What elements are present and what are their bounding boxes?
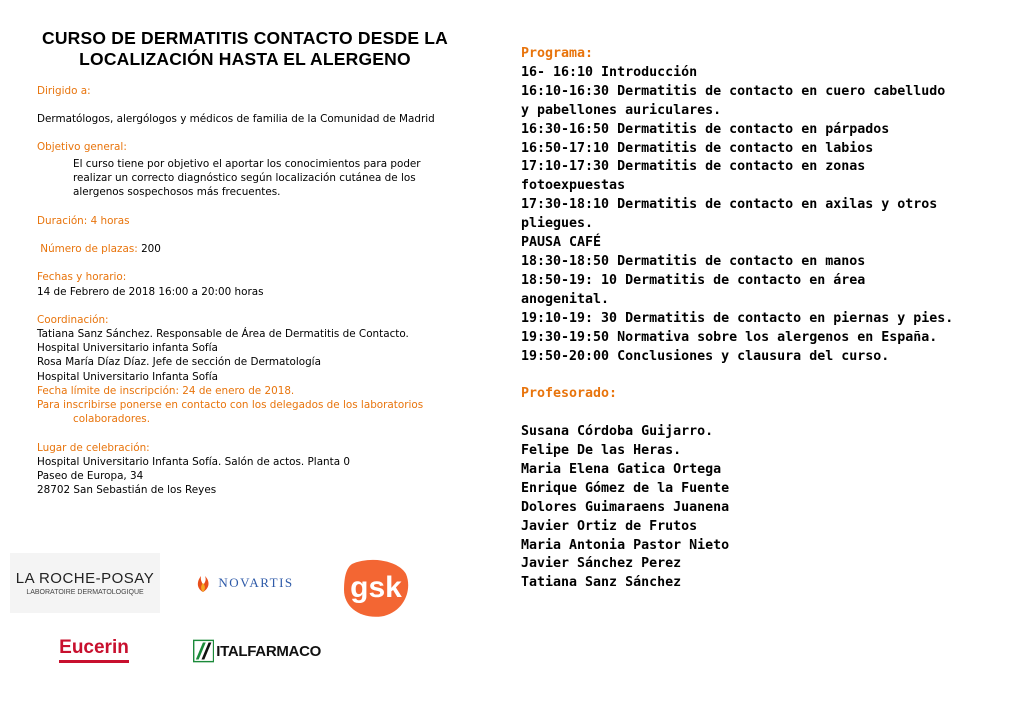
eucerin-underline (59, 660, 129, 663)
programa-line: 16:50-17:10 Dermatitis de contacto en labios (521, 140, 874, 156)
coordinacion-line: Tatiana Sanz Sánchez. Responsable de Área de Dermatitis de Contacto. (37, 328, 409, 340)
lugar-line: Paseo de Europa, 34 (37, 470, 144, 483)
coordinacion-line: Rosa María Díaz Díaz. Jefe de sección de Dermatología (37, 356, 321, 369)
programa-line: fotoexpuestas (521, 178, 626, 194)
lugar-line: Hospital Universitario Infanta Sofía. Salón de actos. Planta 0 (37, 456, 351, 468)
profesor-name: Susana Córdoba Guijarro. (521, 424, 714, 440)
programa-line: 16:10-16:30 Dermatitis de contacto en cuero cabelludo (521, 83, 946, 99)
profesorado-label: Profesorado: (521, 386, 618, 402)
programa-line: y pabellones auriculares. (521, 102, 722, 118)
profesor-name: Javier Ortiz de Frutos (521, 518, 698, 534)
laroche-main-text: LA ROCHE-POSAY (15, 570, 155, 587)
dirigido-text: Dermatólogos, alergólogos y médicos de familia de la Comunidad de Madrid (37, 113, 435, 125)
programa-line: 17:30-18:10 Dermatitis de contacto en axilas y otros (521, 197, 938, 213)
laroche-posay-logo (10, 553, 160, 613)
objetivo-line: realizar un correcto diagnóstico según localización cutánea de los (73, 172, 416, 185)
programa-line: 18:30-18:50 Dermatitis de contacto en manos (521, 253, 866, 269)
italfarmaco-logo (193, 633, 321, 669)
duracion: Duración: 4 horas (37, 215, 130, 227)
programa-line: 19:30-19:50 Normativa sobre los alergenos en España. (521, 329, 938, 345)
plazas (37, 242, 161, 256)
eucerin-logo (55, 632, 133, 668)
profesor-name: Maria Antonia Pastor Nieto (521, 537, 730, 553)
gsk-logo (340, 556, 412, 620)
objetivo-line: alergenos sospechosos más frecuentes. (73, 186, 281, 199)
programa-line: 16:30-16:50 Dermatitis de contacto en párpados (521, 121, 890, 137)
laroche-sub-text: LABORATOIRE DERMATOLOGIQUE (26, 589, 144, 596)
programa-line: pliegues. (521, 216, 594, 232)
spacer (521, 366, 1001, 385)
objetivo-text (37, 157, 421, 200)
course-title (0, 28, 490, 70)
spacer (521, 404, 1001, 423)
coordinacion-line: Hospital Universitario Infanta Sofía (37, 370, 219, 383)
lugar-label: Lugar de celebración: (37, 442, 150, 454)
profesor-name: Tatiana Sanz Sánchez (521, 575, 682, 591)
novartis-text: NOVARTIS (218, 575, 294, 590)
lugar-line: 28702 San Sebastián de los Reyes (37, 484, 217, 497)
title-line-2: LOCALIZACIÓN HASTA EL ALERGENO (79, 49, 411, 69)
gsk-text: gsk (350, 571, 402, 604)
programa-section (521, 45, 1001, 593)
italfarmaco-emblem-icon (193, 635, 214, 667)
plazas-value: 200 (137, 243, 161, 255)
programa-line: anogenital. (521, 291, 610, 307)
objetivo-line: El curso tiene por objetivo el aportar los conocimientos para poder (73, 158, 421, 170)
profesor-name: Dolores Guimaraens Juanena (521, 499, 730, 515)
programa-line: 18:50-19: 10 Dermatitis de contacto en área (521, 272, 866, 288)
profesor-name: Enrique Gómez de la Fuente (521, 480, 730, 496)
inscripcion-line-1: Para inscribirse ponerse en contacto con los delegados de los laboratorios (37, 399, 424, 412)
fecha-limite: Fecha límite de inscripción: 24 de enero de 2018. (37, 384, 295, 397)
italfarmaco-text: ITALFARMACO (216, 642, 321, 660)
programa-line: 19:50-20:00 Conclusiones y clausura del curso. (521, 348, 890, 364)
profesor-name: Maria Elena Gatica Ortega (521, 461, 722, 477)
programa-line: 16- 16:10 Introducción (521, 64, 698, 80)
title-line-1: CURSO DE DERMATITIS CONTACTO DESDE LA (41, 28, 449, 48)
fechas-label: Fechas y horario: (37, 271, 127, 283)
novartis-flame-icon (192, 572, 214, 594)
plazas-label: Número de plazas: (37, 243, 138, 255)
eucerin-text: Eucerin (59, 637, 129, 658)
lugar-text (37, 455, 350, 498)
programa-line: 19:10-19: 30 Dermatitis de contacto en piernas y pies. (521, 310, 954, 326)
novartis-logo (183, 568, 303, 598)
programa-line: 17:10-17:30 Dermatitis de contacto en zonas (521, 159, 866, 175)
coordinacion-text (37, 327, 423, 426)
coordinacion-line: Hospital Universitario infanta Sofía (37, 342, 218, 355)
coordinacion-label: Coordinación: (37, 314, 109, 326)
inscripcion-line-2: colaboradores. (73, 413, 151, 426)
programa-label: Programa: (521, 46, 594, 61)
dirigido-label: Dirigido a: (37, 85, 91, 97)
objetivo-label: Objetivo general: (37, 141, 127, 153)
programa-line: PAUSA CAFÉ (521, 235, 602, 251)
profesor-name: Javier Sánchez Perez (521, 556, 682, 572)
fechas-value: 14 de Febrero de 2018 16:00 a 20:00 horas (37, 286, 264, 298)
profesor-name: Felipe De las Heras. (521, 443, 682, 458)
